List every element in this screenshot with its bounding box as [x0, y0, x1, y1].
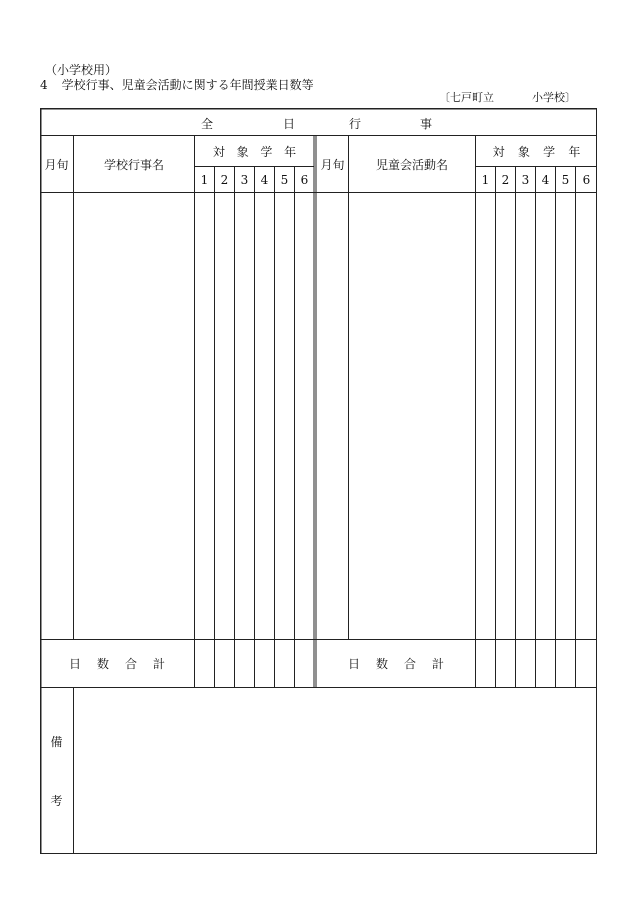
- right-grade-2: 2: [501, 172, 510, 187]
- right-grade-entry-area[interactable]: [476, 193, 597, 639]
- grade-header-char: 学: [260, 144, 273, 159]
- grade-header-char: 象: [236, 144, 249, 159]
- right-days-total-label: [317, 640, 475, 687]
- caption-char: 日: [283, 117, 296, 131]
- right-month-entry-area[interactable]: [317, 193, 348, 639]
- remarks-char: 備: [50, 735, 63, 749]
- total-label-char: 数: [375, 657, 388, 671]
- left-grade-3: 3: [240, 172, 249, 187]
- grade-header-char: 象: [517, 144, 530, 159]
- total-label-char: 合: [125, 657, 138, 671]
- school-name-suffix: 小学校〕: [532, 91, 576, 104]
- left-event-name-header: 学校行事名: [103, 157, 164, 172]
- right-grade-6: 6: [582, 172, 591, 187]
- right-grade-3: 3: [521, 172, 530, 187]
- left-grade-5: 5: [280, 172, 289, 187]
- caption-char: 事: [420, 117, 433, 131]
- school-name-prefix: 〔七戸町立: [439, 91, 494, 104]
- total-label-char: 計: [153, 657, 166, 671]
- grade-header-char: 年: [568, 144, 581, 159]
- grade-header-char: 年: [284, 144, 297, 159]
- total-label-char: 数: [96, 657, 109, 671]
- total-label-char: 合: [404, 657, 417, 671]
- right-activity-entry-area[interactable]: [349, 193, 475, 639]
- left-month-entry-area[interactable]: [40, 193, 73, 639]
- left-month-header: 月旬: [44, 157, 69, 172]
- left-event-entry-area[interactable]: [74, 193, 194, 639]
- left-grade-4: 4: [260, 172, 269, 187]
- school-type-label: （小学校用）: [45, 63, 118, 77]
- total-label-char: 日: [68, 657, 81, 671]
- total-label-char: 計: [432, 657, 445, 671]
- left-grade-1: 1: [200, 172, 209, 187]
- left-grade-entry-area[interactable]: [195, 193, 314, 639]
- right-grade-4: 4: [541, 172, 550, 187]
- grade-header-char: 対: [492, 144, 505, 159]
- left-target-grade-header: [195, 136, 314, 166]
- document-title: [40, 79, 314, 91]
- remarks-label: [40, 688, 73, 854]
- total-label-char: 日: [347, 657, 360, 671]
- section-number: 4: [40, 78, 48, 92]
- right-grade-5: 5: [561, 172, 570, 187]
- left-grade-2: 2: [220, 172, 229, 187]
- caption-char: 全: [201, 117, 214, 131]
- right-target-grade-header: [476, 136, 597, 166]
- left-grade-6: 6: [300, 172, 309, 187]
- remarks-char: 考: [50, 794, 63, 808]
- caption-char: 行: [349, 117, 362, 131]
- school-name-field[interactable]: [439, 92, 576, 103]
- remarks-entry-area[interactable]: [74, 688, 597, 854]
- grade-header-char: 学: [543, 144, 556, 159]
- annual-events-form: [40, 108, 597, 854]
- grade-header-char: 対: [212, 144, 225, 159]
- table-caption: [40, 108, 597, 135]
- title-text: 学校行事、児童会活動に関する年間授業日数等: [61, 78, 314, 92]
- right-grade-1: 1: [481, 172, 490, 187]
- right-month-header: 月旬: [320, 157, 345, 172]
- left-days-total-label: [40, 640, 194, 687]
- right-activity-name-header: 児童会活動名: [375, 157, 448, 172]
